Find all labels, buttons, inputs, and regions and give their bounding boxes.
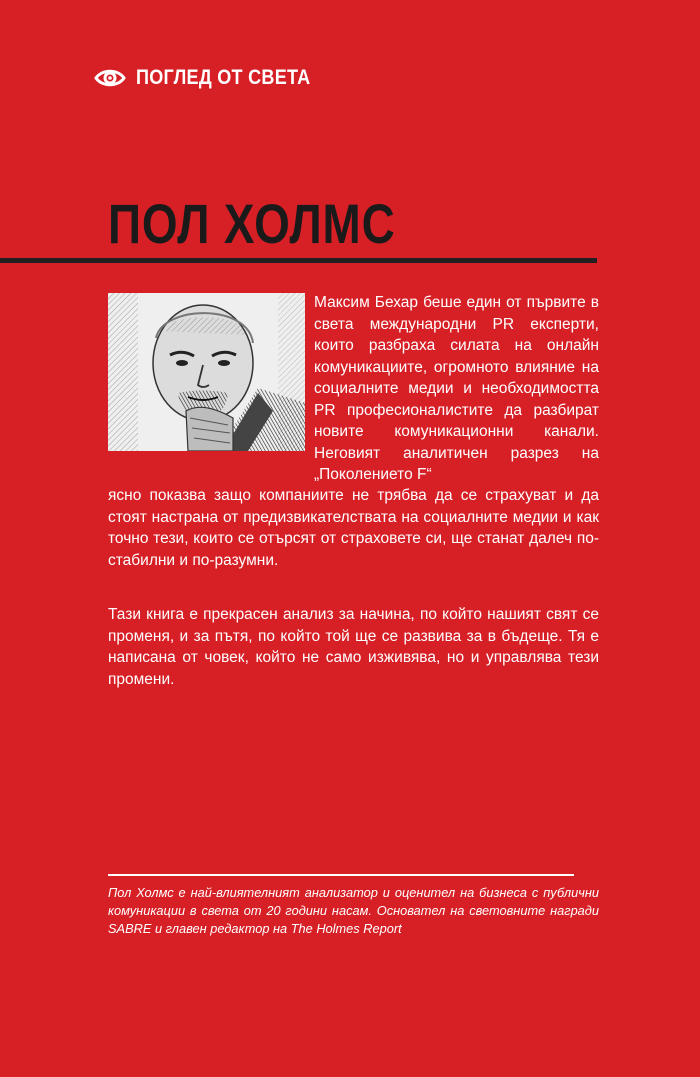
- author-bio: Пол Холмс е най-влиятелният анализатор и оценител на бизнеса с публични комуникации в света от 20 години насам. Основател на световните награди SABRE и главен редактор на The Holmes Report: [108, 885, 599, 936]
- description-second-paragraph: Тази книга е прекрасен анализ за начина, по който нашият свят се променя, и за пътя, по който той ще се развива за в бъдеще. Тя е написана от човек, който не само изживява, но и управлява тези промени.: [108, 606, 599, 688]
- series-title: ПОГЛЕД ОТ СВЕТА: [136, 66, 311, 89]
- eye-icon: [94, 67, 126, 89]
- description-wrap-text: Максим Бехар беше един от първите в света международни PR експерти, които разбраха силата на онлайн комуникациите, огромното влияние на социалните медии и необходимостта PR професионалистите да разбират новите комуникационни канали. Неговият аналитичен разрез на „Поколението F“: [314, 294, 599, 483]
- title-divider: [0, 258, 597, 263]
- description-continued-text: ясно показва защо компаниите не трябва да се страхуват и да стоят настрана от предизвикателствата на социалните медии и как точно тези, които се отърсят от страховете си, ще станат далеч по-стабилни и по-разумни.: [108, 487, 599, 569]
- author-name: ПОЛ ХОЛМС: [108, 192, 396, 255]
- bio-divider: [108, 874, 574, 876]
- author-portrait: [108, 293, 305, 451]
- series-header: [94, 64, 339, 92]
